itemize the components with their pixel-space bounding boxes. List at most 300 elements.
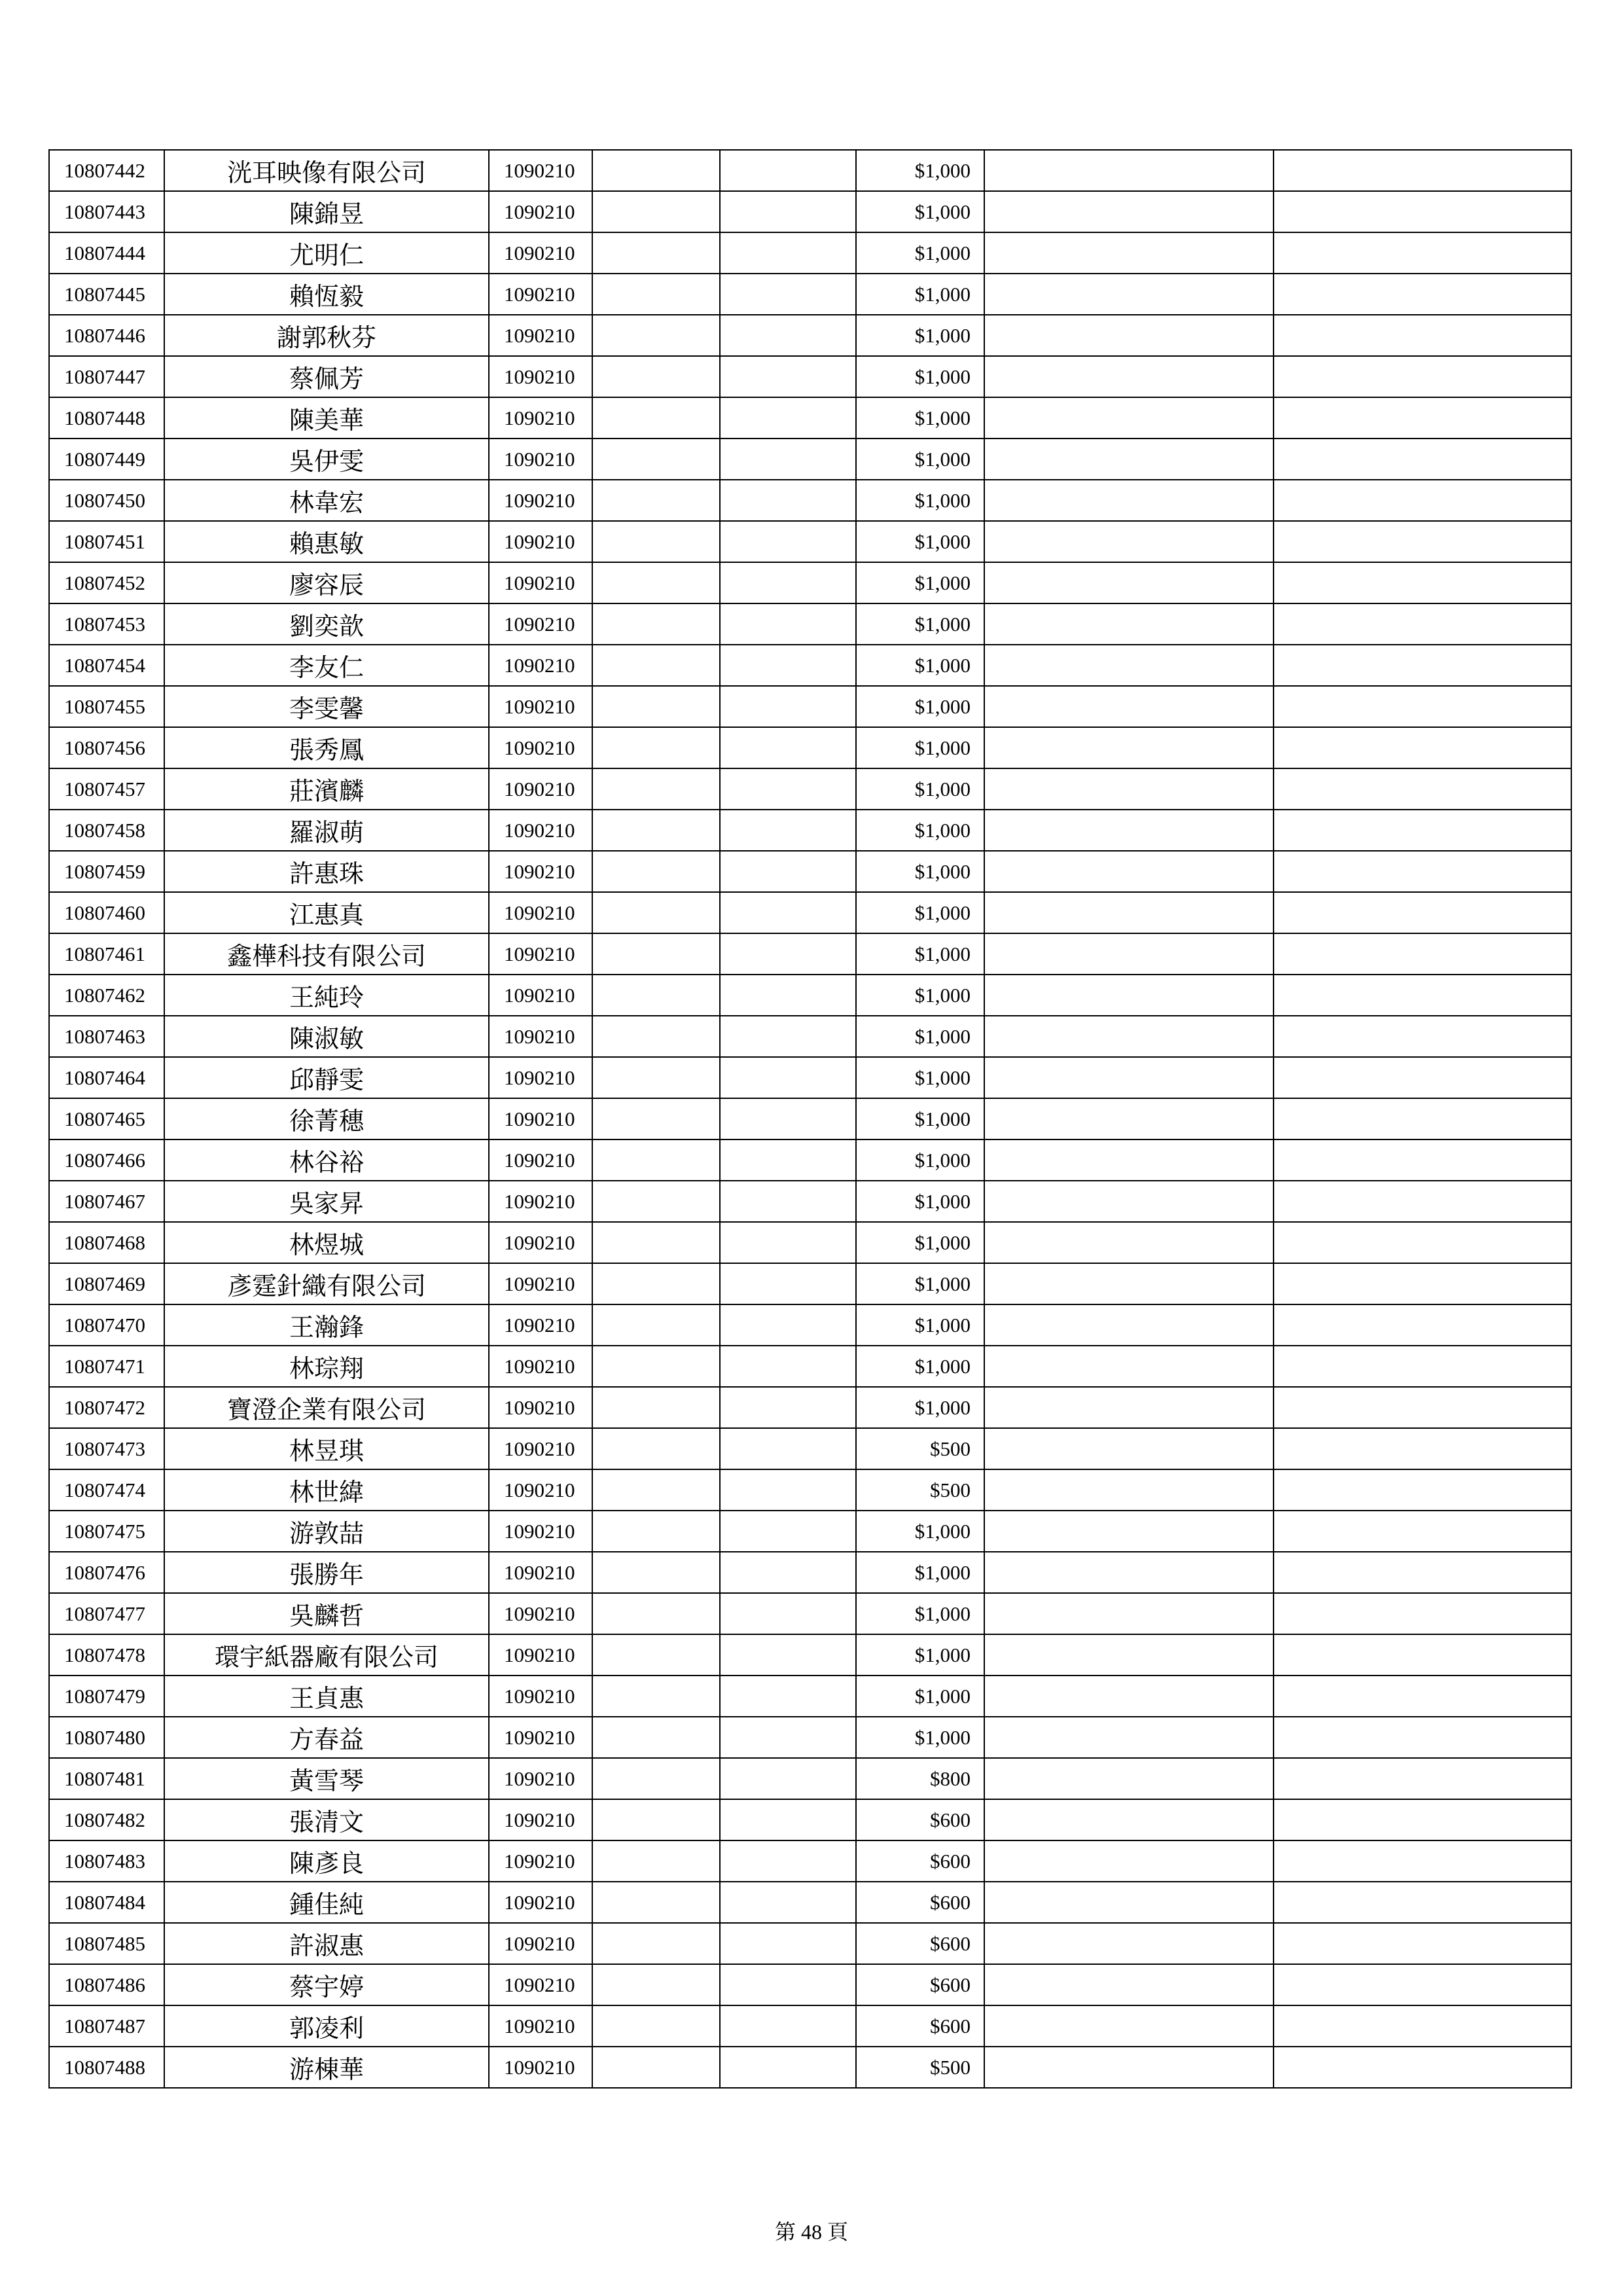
donor-name-cell: 環宇紙器廠有限公司	[164, 1634, 489, 1676]
blank-cell	[1274, 1511, 1571, 1552]
date-cell: 1090210	[489, 1882, 592, 1923]
date-cell: 1090210	[489, 1964, 592, 2005]
blank-cell	[1274, 1882, 1571, 1923]
table-row	[49, 975, 1571, 1016]
table-row	[49, 851, 1571, 892]
date-cell: 1090210	[489, 232, 592, 274]
blank-cell	[592, 1882, 720, 1923]
table-row	[49, 1387, 1571, 1428]
blank-cell	[592, 686, 720, 727]
blank-cell	[984, 603, 1274, 645]
blank-cell	[984, 2005, 1274, 2047]
blank-cell	[720, 1346, 856, 1387]
date-cell: 1090210	[489, 315, 592, 356]
blank-cell	[1274, 686, 1571, 727]
blank-cell	[984, 975, 1274, 1016]
blank-cell	[720, 1139, 856, 1181]
blank-cell	[592, 562, 720, 603]
receipt-id-cell: 10807481	[49, 1758, 164, 1799]
table-row	[49, 603, 1571, 645]
table-row	[49, 1098, 1571, 1139]
blank-cell	[1274, 1263, 1571, 1304]
table-row	[49, 521, 1571, 562]
date-cell: 1090210	[489, 1098, 592, 1139]
blank-cell	[1274, 232, 1571, 274]
blank-cell	[1274, 356, 1571, 397]
blank-cell	[984, 150, 1274, 191]
amount-cell: $1,000	[856, 274, 984, 315]
date-cell: 1090210	[489, 1428, 592, 1469]
date-cell: 1090210	[489, 851, 592, 892]
date-cell: 1090210	[489, 1304, 592, 1346]
blank-cell	[984, 686, 1274, 727]
blank-cell	[592, 851, 720, 892]
table-row	[49, 1964, 1571, 2005]
table-row	[49, 1181, 1571, 1222]
donor-name-cell: 李友仁	[164, 645, 489, 686]
blank-cell	[1274, 521, 1571, 562]
receipt-id-cell: 10807479	[49, 1676, 164, 1717]
blank-cell	[1274, 1304, 1571, 1346]
table-row	[49, 274, 1571, 315]
blank-cell	[720, 1304, 856, 1346]
blank-cell	[720, 1676, 856, 1717]
amount-cell: $1,000	[856, 933, 984, 975]
blank-cell	[720, 645, 856, 686]
donor-name-cell: 林世緯	[164, 1469, 489, 1511]
blank-cell	[592, 1181, 720, 1222]
receipt-id-cell: 10807475	[49, 1511, 164, 1552]
donor-name-cell: 許惠珠	[164, 851, 489, 892]
amount-cell: $1,000	[856, 150, 984, 191]
table-row	[49, 768, 1571, 810]
table-row	[49, 1758, 1571, 1799]
receipt-id-cell: 10807455	[49, 686, 164, 727]
table-row	[49, 892, 1571, 933]
blank-cell	[1274, 768, 1571, 810]
date-cell: 1090210	[489, 562, 592, 603]
blank-cell	[720, 1511, 856, 1552]
donor-name-cell: 林琮翔	[164, 1346, 489, 1387]
receipt-id-cell: 10807454	[49, 645, 164, 686]
receipt-id-cell: 10807449	[49, 439, 164, 480]
date-cell: 1090210	[489, 1717, 592, 1758]
amount-cell: $1,000	[856, 397, 984, 439]
amount-cell: $600	[856, 1799, 984, 1840]
date-cell: 1090210	[489, 2005, 592, 2047]
blank-cell	[1274, 1469, 1571, 1511]
amount-cell: $1,000	[856, 603, 984, 645]
amount-cell: $1,000	[856, 1676, 984, 1717]
date-cell: 1090210	[489, 1222, 592, 1263]
blank-cell	[720, 2005, 856, 2047]
blank-cell	[592, 1964, 720, 2005]
blank-cell	[984, 1634, 1274, 1676]
donor-name-cell: 游棟華	[164, 2047, 489, 2088]
receipt-id-cell: 10807452	[49, 562, 164, 603]
amount-cell: $600	[856, 1882, 984, 1923]
receipt-id-cell: 10807484	[49, 1882, 164, 1923]
date-cell: 1090210	[489, 1469, 592, 1511]
donor-name-cell: 寶澄企業有限公司	[164, 1387, 489, 1428]
receipt-id-cell: 10807453	[49, 603, 164, 645]
amount-cell: $500	[856, 1428, 984, 1469]
blank-cell	[592, 1552, 720, 1593]
blank-cell	[720, 1428, 856, 1469]
blank-cell	[720, 274, 856, 315]
amount-cell: $1,000	[856, 191, 984, 232]
donor-name-cell: 張清文	[164, 1799, 489, 1840]
donor-name-cell: 邱靜雯	[164, 1057, 489, 1098]
blank-cell	[592, 1222, 720, 1263]
blank-cell	[1274, 1387, 1571, 1428]
table-row	[49, 1511, 1571, 1552]
receipt-id-cell: 10807444	[49, 232, 164, 274]
date-cell: 1090210	[489, 1923, 592, 1964]
date-cell: 1090210	[489, 1799, 592, 1840]
blank-cell	[720, 1057, 856, 1098]
table-row	[49, 1263, 1571, 1304]
blank-cell	[984, 645, 1274, 686]
receipt-id-cell: 10807446	[49, 315, 164, 356]
blank-cell	[984, 315, 1274, 356]
date-cell: 1090210	[489, 1181, 592, 1222]
receipt-id-cell: 10807451	[49, 521, 164, 562]
receipt-id-cell: 10807457	[49, 768, 164, 810]
receipt-id-cell: 10807462	[49, 975, 164, 1016]
blank-cell	[720, 1552, 856, 1593]
blank-cell	[592, 933, 720, 975]
blank-cell	[720, 562, 856, 603]
blank-cell	[720, 1758, 856, 1799]
blank-cell	[592, 2005, 720, 2047]
blank-cell	[592, 274, 720, 315]
blank-cell	[984, 1222, 1274, 1263]
blank-cell	[592, 191, 720, 232]
date-cell: 1090210	[489, 1840, 592, 1882]
blank-cell	[720, 727, 856, 768]
blank-cell	[984, 892, 1274, 933]
date-cell: 1090210	[489, 1634, 592, 1676]
date-cell: 1090210	[489, 397, 592, 439]
blank-cell	[720, 892, 856, 933]
amount-cell: $1,000	[856, 1346, 984, 1387]
receipt-id-cell: 10807465	[49, 1098, 164, 1139]
blank-cell	[1274, 1840, 1571, 1882]
blank-cell	[984, 232, 1274, 274]
amount-cell: $1,000	[856, 1717, 984, 1758]
blank-cell	[1274, 603, 1571, 645]
blank-cell	[592, 1511, 720, 1552]
amount-cell: $1,000	[856, 232, 984, 274]
table-row	[49, 645, 1571, 686]
blank-cell	[984, 727, 1274, 768]
table-row	[49, 1428, 1571, 1469]
blank-cell	[1274, 562, 1571, 603]
donor-name-cell: 林韋宏	[164, 480, 489, 521]
blank-cell	[592, 727, 720, 768]
donor-name-cell: 江惠真	[164, 892, 489, 933]
table-row	[49, 1717, 1571, 1758]
blank-cell	[1274, 1923, 1571, 1964]
amount-cell: $1,000	[856, 686, 984, 727]
donor-name-cell: 王瀚鋒	[164, 1304, 489, 1346]
blank-cell	[592, 232, 720, 274]
amount-cell: $1,000	[856, 315, 984, 356]
blank-cell	[592, 1304, 720, 1346]
table-row	[49, 1139, 1571, 1181]
blank-cell	[984, 1346, 1274, 1387]
amount-cell: $1,000	[856, 768, 984, 810]
date-cell: 1090210	[489, 521, 592, 562]
receipt-id-cell: 10807472	[49, 1387, 164, 1428]
blank-cell	[1274, 1428, 1571, 1469]
blank-cell	[720, 150, 856, 191]
donor-name-cell: 陳美華	[164, 397, 489, 439]
receipt-id-cell: 10807460	[49, 892, 164, 933]
table-row	[49, 1676, 1571, 1717]
receipt-id-cell: 10807478	[49, 1634, 164, 1676]
date-cell: 1090210	[489, 1676, 592, 1717]
receipt-id-cell: 10807458	[49, 810, 164, 851]
blank-cell	[984, 768, 1274, 810]
blank-cell	[984, 1882, 1274, 1923]
donor-name-cell: 張勝年	[164, 1552, 489, 1593]
table-row	[49, 686, 1571, 727]
blank-cell	[720, 1634, 856, 1676]
date-cell: 1090210	[489, 439, 592, 480]
receipt-id-cell: 10807448	[49, 397, 164, 439]
table-row	[49, 933, 1571, 975]
donor-name-cell: 鑫樺科技有限公司	[164, 933, 489, 975]
donor-name-cell: 林煜城	[164, 1222, 489, 1263]
receipt-id-cell: 10807459	[49, 851, 164, 892]
amount-cell: $1,000	[856, 1057, 984, 1098]
date-cell: 1090210	[489, 810, 592, 851]
date-cell: 1090210	[489, 1593, 592, 1634]
blank-cell	[984, 1552, 1274, 1593]
blank-cell	[984, 1016, 1274, 1057]
donor-name-cell: 廖容辰	[164, 562, 489, 603]
blank-cell	[720, 603, 856, 645]
amount-cell: $600	[856, 1840, 984, 1882]
blank-cell	[592, 1840, 720, 1882]
table-row	[49, 1057, 1571, 1098]
date-cell: 1090210	[489, 150, 592, 191]
receipt-id-cell: 10807445	[49, 274, 164, 315]
blank-cell	[592, 1387, 720, 1428]
table-row	[49, 1593, 1571, 1634]
receipt-id-cell: 10807471	[49, 1346, 164, 1387]
amount-cell: $1,000	[856, 1634, 984, 1676]
amount-cell: $1,000	[856, 1098, 984, 1139]
amount-cell: $1,000	[856, 727, 984, 768]
blank-cell	[592, 1676, 720, 1717]
table-row	[49, 1304, 1571, 1346]
blank-cell	[1274, 191, 1571, 232]
blank-cell	[1274, 2047, 1571, 2088]
amount-cell: $1,000	[856, 521, 984, 562]
blank-cell	[1274, 1139, 1571, 1181]
blank-cell	[984, 562, 1274, 603]
blank-cell	[720, 768, 856, 810]
blank-cell	[720, 1964, 856, 2005]
date-cell: 1090210	[489, 1758, 592, 1799]
blank-cell	[720, 397, 856, 439]
date-cell: 1090210	[489, 1016, 592, 1057]
blank-cell	[984, 1840, 1274, 1882]
blank-cell	[984, 1057, 1274, 1098]
receipt-id-cell: 10807450	[49, 480, 164, 521]
blank-cell	[984, 1469, 1274, 1511]
blank-cell	[592, 892, 720, 933]
blank-cell	[984, 2047, 1274, 2088]
blank-cell	[720, 1263, 856, 1304]
blank-cell	[720, 1593, 856, 1634]
table-row	[49, 356, 1571, 397]
receipt-id-cell: 10807468	[49, 1222, 164, 1263]
donor-name-cell: 蔡宇婷	[164, 1964, 489, 2005]
amount-cell: $500	[856, 2047, 984, 2088]
table-row	[49, 1923, 1571, 1964]
amount-cell: $1,000	[856, 1181, 984, 1222]
blank-cell	[1274, 1676, 1571, 1717]
blank-cell	[1274, 1098, 1571, 1139]
blank-cell	[592, 1428, 720, 1469]
blank-cell	[1274, 1964, 1571, 2005]
blank-cell	[720, 933, 856, 975]
blank-cell	[720, 686, 856, 727]
blank-cell	[720, 232, 856, 274]
date-cell: 1090210	[489, 274, 592, 315]
table-row	[49, 232, 1571, 274]
blank-cell	[592, 1139, 720, 1181]
blank-cell	[720, 1469, 856, 1511]
amount-cell: $1,000	[856, 562, 984, 603]
blank-cell	[1274, 274, 1571, 315]
date-cell: 1090210	[489, 1511, 592, 1552]
blank-cell	[720, 1882, 856, 1923]
blank-cell	[720, 975, 856, 1016]
blank-cell	[592, 1923, 720, 1964]
receipt-id-cell: 10807456	[49, 727, 164, 768]
date-cell: 1090210	[489, 603, 592, 645]
blank-cell	[1274, 397, 1571, 439]
donor-name-cell: 鍾佳純	[164, 1882, 489, 1923]
donor-name-cell: 李雯馨	[164, 686, 489, 727]
table-row	[49, 1799, 1571, 1840]
blank-cell	[592, 439, 720, 480]
blank-cell	[1274, 1552, 1571, 1593]
amount-cell: $1,000	[856, 1387, 984, 1428]
blank-cell	[984, 1181, 1274, 1222]
donor-name-cell: 賴恆毅	[164, 274, 489, 315]
amount-cell: $1,000	[856, 1593, 984, 1634]
table-row	[49, 191, 1571, 232]
receipt-id-cell: 10807466	[49, 1139, 164, 1181]
amount-cell: $600	[856, 1964, 984, 2005]
amount-cell: $1,000	[856, 480, 984, 521]
donor-name-cell: 徐菁穗	[164, 1098, 489, 1139]
blank-cell	[984, 1676, 1274, 1717]
donor-name-cell: 羅淑萌	[164, 810, 489, 851]
date-cell: 1090210	[489, 727, 592, 768]
amount-cell: $1,000	[856, 439, 984, 480]
date-cell: 1090210	[489, 1346, 592, 1387]
date-cell: 1090210	[489, 768, 592, 810]
table-row	[49, 439, 1571, 480]
date-cell: 1090210	[489, 892, 592, 933]
date-cell: 1090210	[489, 1139, 592, 1181]
receipt-id-cell: 10807487	[49, 2005, 164, 2047]
blank-cell	[592, 1057, 720, 1098]
blank-cell	[592, 1799, 720, 1840]
blank-cell	[1274, 1222, 1571, 1263]
blank-cell	[720, 1222, 856, 1263]
receipt-id-cell: 10807442	[49, 150, 164, 191]
receipt-id-cell: 10807470	[49, 1304, 164, 1346]
blank-cell	[984, 1428, 1274, 1469]
blank-cell	[592, 521, 720, 562]
blank-cell	[984, 191, 1274, 232]
donor-name-cell: 張秀鳳	[164, 727, 489, 768]
blank-cell	[1274, 1181, 1571, 1222]
blank-cell	[592, 315, 720, 356]
table-row	[49, 397, 1571, 439]
blank-cell	[984, 521, 1274, 562]
blank-cell	[592, 603, 720, 645]
donor-name-cell: 游敦喆	[164, 1511, 489, 1552]
receipt-id-cell: 10807447	[49, 356, 164, 397]
blank-cell	[592, 150, 720, 191]
blank-cell	[1274, 1057, 1571, 1098]
donor-name-cell: 許淑惠	[164, 1923, 489, 1964]
receipt-id-cell: 10807488	[49, 2047, 164, 2088]
amount-cell: $1,000	[856, 975, 984, 1016]
blank-cell	[592, 975, 720, 1016]
receipt-id-cell: 10807480	[49, 1717, 164, 1758]
blank-cell	[984, 1964, 1274, 2005]
page-number: 第 48 頁	[774, 2220, 848, 2244]
date-cell: 1090210	[489, 480, 592, 521]
donor-name-cell: 吳伊雯	[164, 439, 489, 480]
donor-name-cell: 方春益	[164, 1717, 489, 1758]
donor-name-cell: 彥霆針織有限公司	[164, 1263, 489, 1304]
date-cell: 1090210	[489, 686, 592, 727]
amount-cell: $1,000	[856, 645, 984, 686]
donor-name-cell: 林谷裕	[164, 1139, 489, 1181]
blank-cell	[1274, 851, 1571, 892]
blank-cell	[984, 439, 1274, 480]
blank-cell	[984, 1098, 1274, 1139]
date-cell: 1090210	[489, 1387, 592, 1428]
blank-cell	[720, 1799, 856, 1840]
blank-cell	[592, 1346, 720, 1387]
blank-cell	[984, 1923, 1274, 1964]
receipt-id-cell: 10807469	[49, 1263, 164, 1304]
blank-cell	[984, 356, 1274, 397]
receipt-id-cell: 10807461	[49, 933, 164, 975]
blank-cell	[720, 810, 856, 851]
blank-cell	[984, 810, 1274, 851]
donor-name-cell: 賴惠敏	[164, 521, 489, 562]
donor-name-cell: 蔡佩芳	[164, 356, 489, 397]
table-row	[49, 727, 1571, 768]
blank-cell	[720, 2047, 856, 2088]
receipt-id-cell: 10807486	[49, 1964, 164, 2005]
table-row	[49, 315, 1571, 356]
blank-cell	[1274, 975, 1571, 1016]
